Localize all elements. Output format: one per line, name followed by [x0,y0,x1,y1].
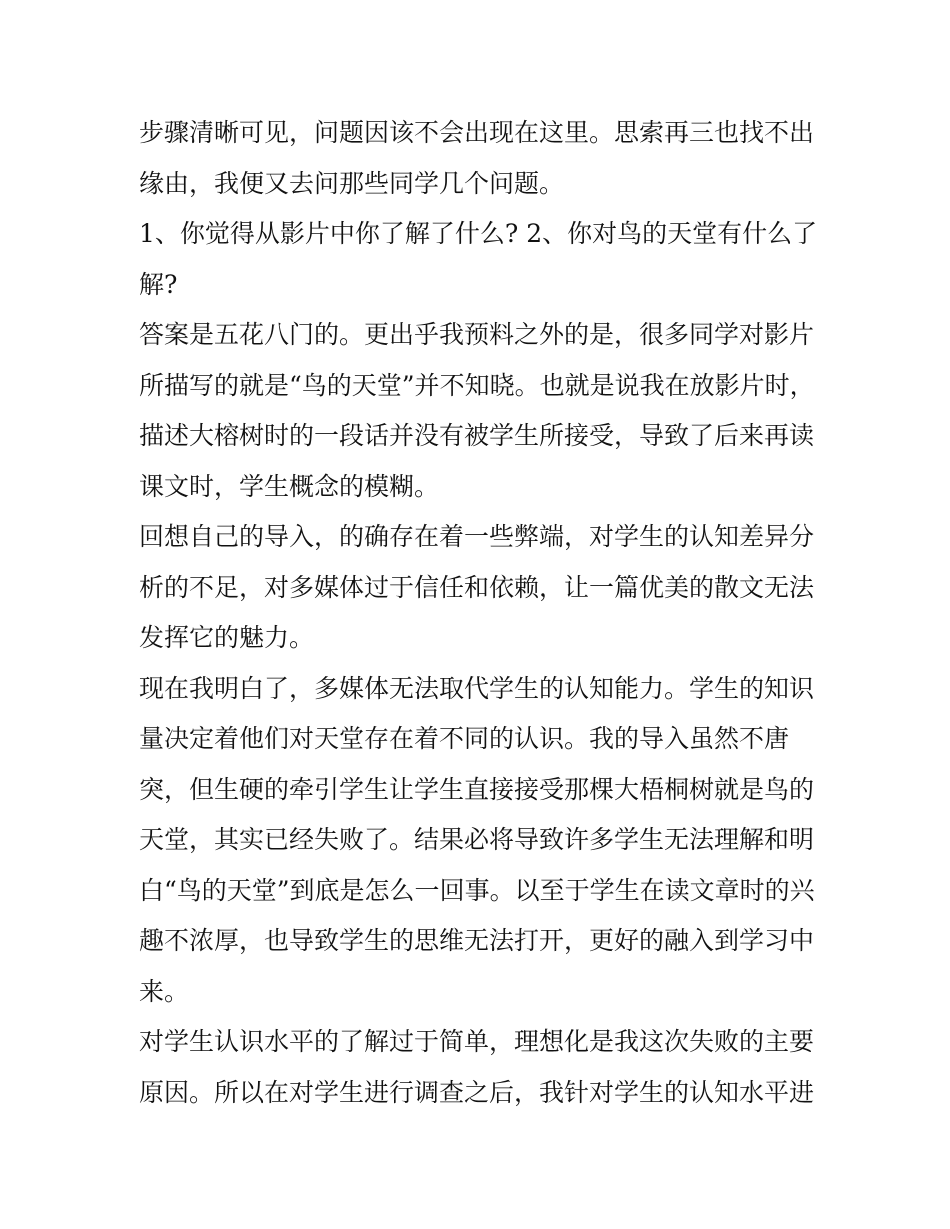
text-line: 所描写的就是“鸟的天堂”并不知晓。也就是说我在放影片时， [139,370,815,400]
text-line: 描述大榕树时的一段话并没有被学生所接受，导致了后来再读 [139,421,815,450]
text-line: 来。 [139,976,190,1006]
text-line: 对学生认识水平的了解过于简单，理想化是我这次失败的主要 [139,1027,815,1056]
text-line: 解? [139,269,178,299]
text-line: 回想自己的导入，的确存在着一些弊端，对学生的认知差异分 [139,522,815,551]
text-line: 突，但生硬的牵引学生让学生直接接受那棵大梧桐树就是鸟的 [139,774,815,804]
text-line: 现在我明白了，多媒体无法取代学生的认知能力。学生的知识 [139,673,815,703]
text-line: 原因。所以在对学生进行调查之后，我针对学生的认知水平进 [139,1077,815,1107]
text-line: 析的不足，对多媒体过于信任和依赖，让一篇优美的散文无法 [139,572,815,602]
text-line: 天堂，其实已经失败了。结果必将导致许多学生无法理解和明 [139,825,815,854]
text-line: 白“鸟的天堂”到底是怎么一回事。以至于学生在读文章时的兴 [139,875,815,905]
document-page [139,108,819,1118]
text-line: 课文时，学生概念的模糊。 [139,471,440,501]
text-line: 量决定着他们对天堂存在着不同的认识。我的导入虽然不唐 [139,724,790,753]
text-line: 趣不浓厚，也导致学生的思维无法打开，更好的融入到学习中 [139,926,815,955]
text-line: 步骤清晰可见，问题因该不会出现在这里。思索再三也找不出 [139,118,815,147]
text-line: 发挥它的魅力。 [139,623,315,652]
text-line: 答案是五花八门的。更出乎我预料之外的是，很多同学对影片 [139,320,815,349]
text-line: 1、你觉得从影片中你了解了什么? 2、你对鸟的天堂有什么了 [139,219,818,248]
text-line: 缘由，我便又去问那些同学几个问题。 [139,168,565,198]
